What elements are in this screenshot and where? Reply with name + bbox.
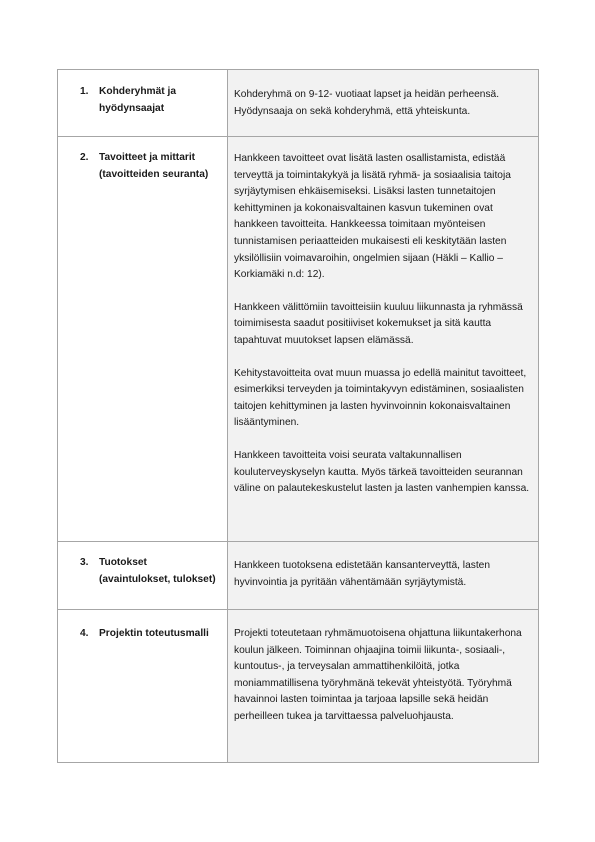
label-cell — [58, 70, 228, 137]
row-number: 2. — [80, 152, 89, 163]
paragraph: Projekti toteutetaan ryhmämuotoisena ohjattuna liikuntakerhona koulun jälkeen. Toiminnan ohjaajina toimii liikunta-, sosiaali-, kuntoutus-, ja terveysalan ammattihenkilöitä, jotka moniammatillisena työryhmänä tekevät yhteistyötä. Työryhmä havainnoi lasten toimintaa ja tarjoaa lapsille sekä heidän perheilleen tukea ja tarvittaessa palveluohjausta. — [234, 628, 522, 722]
row-label: Projektin toteutusmalli — [99, 628, 209, 639]
paragraph: Kohderyhmä on 9-12- vuotiaat lapset ja heidän perheensä. Hyödynsaaja on sekä kohderyhmä, että yhteiskunta. — [234, 89, 500, 117]
table-row-goals-and-metrics — [58, 137, 539, 542]
row-label: Tuotokset (avaintulokset, tulokset) — [99, 557, 216, 585]
label-cell — [58, 542, 228, 610]
content-cell — [228, 542, 539, 610]
label-cell — [58, 610, 228, 763]
paragraph: Hankkeen tuotoksena edistetään kansanterveyttä, lasten hyvinvointia ja pyritään vähentämään syrjäytymistä. — [234, 560, 490, 588]
row-label: Kohderyhmät ja hyödynsaajat — [99, 86, 176, 114]
paragraph: Hankkeen tavoitteet ovat lisätä lasten osallistamista, edistää terveyttä ja toimintakykyä ja lisätä ryhmä- ja sosiaalisia taitoja syrjäytymisen ehkäisemiseksi. Lisäksi lasten tunnetaitojen kehittyminen ja kokonaisvaltainen kasvun tukeminen ovat hankkeen tavoitteita. Hankkeessa toimitaan myönteisen tunnistamisen periaatteiden mukaisesti eli keskitytään lasten yksilöllisiin voimavaroihin, ongelmien sijaan (Häkli – Kallio – Korkiamäki n.d: 12). — [234, 153, 511, 281]
row-label: Tavoitteet ja mittarit (tavoitteiden seuranta) — [99, 152, 209, 180]
table-row-implementation-model — [58, 610, 539, 763]
label-cell — [58, 137, 228, 542]
paragraph: Hankkeen tavoitteita voisi seurata valtakunnallisen kouluterveyskyselyn kautta. Myös tärkeä tavoitteiden seurannan väline on palautekeskustelut lasten ja lasten vanhempien kanssa. — [234, 449, 530, 495]
paragraph: Hankkeen välittömiin tavoitteisiin kuuluu liikunnasta ja ryhmässä toimimisesta saadut positiiviset kokemukset ja sitä kautta tapahtuvat muutokset lapsen elämässä. — [234, 301, 523, 346]
content-cell — [228, 70, 539, 137]
row-number: 4. — [80, 628, 89, 639]
project-plan-table — [57, 69, 539, 763]
paragraph: Kehitystavoitteita ovat muun muassa jo edellä mainitut tavoitteet, esimerkiksi terveyden ja toimintakyvyn edistäminen, sosiaalisten taitojen kehittyminen ja lasten hyvinvoinnin kokonaisvaltainen lisääntyminen. — [234, 367, 527, 429]
table-row-outputs — [58, 542, 539, 610]
row-number: 3. — [80, 557, 89, 568]
content-cell — [228, 610, 539, 763]
table-row-target-groups — [58, 70, 539, 137]
row-number: 1. — [80, 86, 89, 97]
content-cell — [228, 137, 539, 542]
